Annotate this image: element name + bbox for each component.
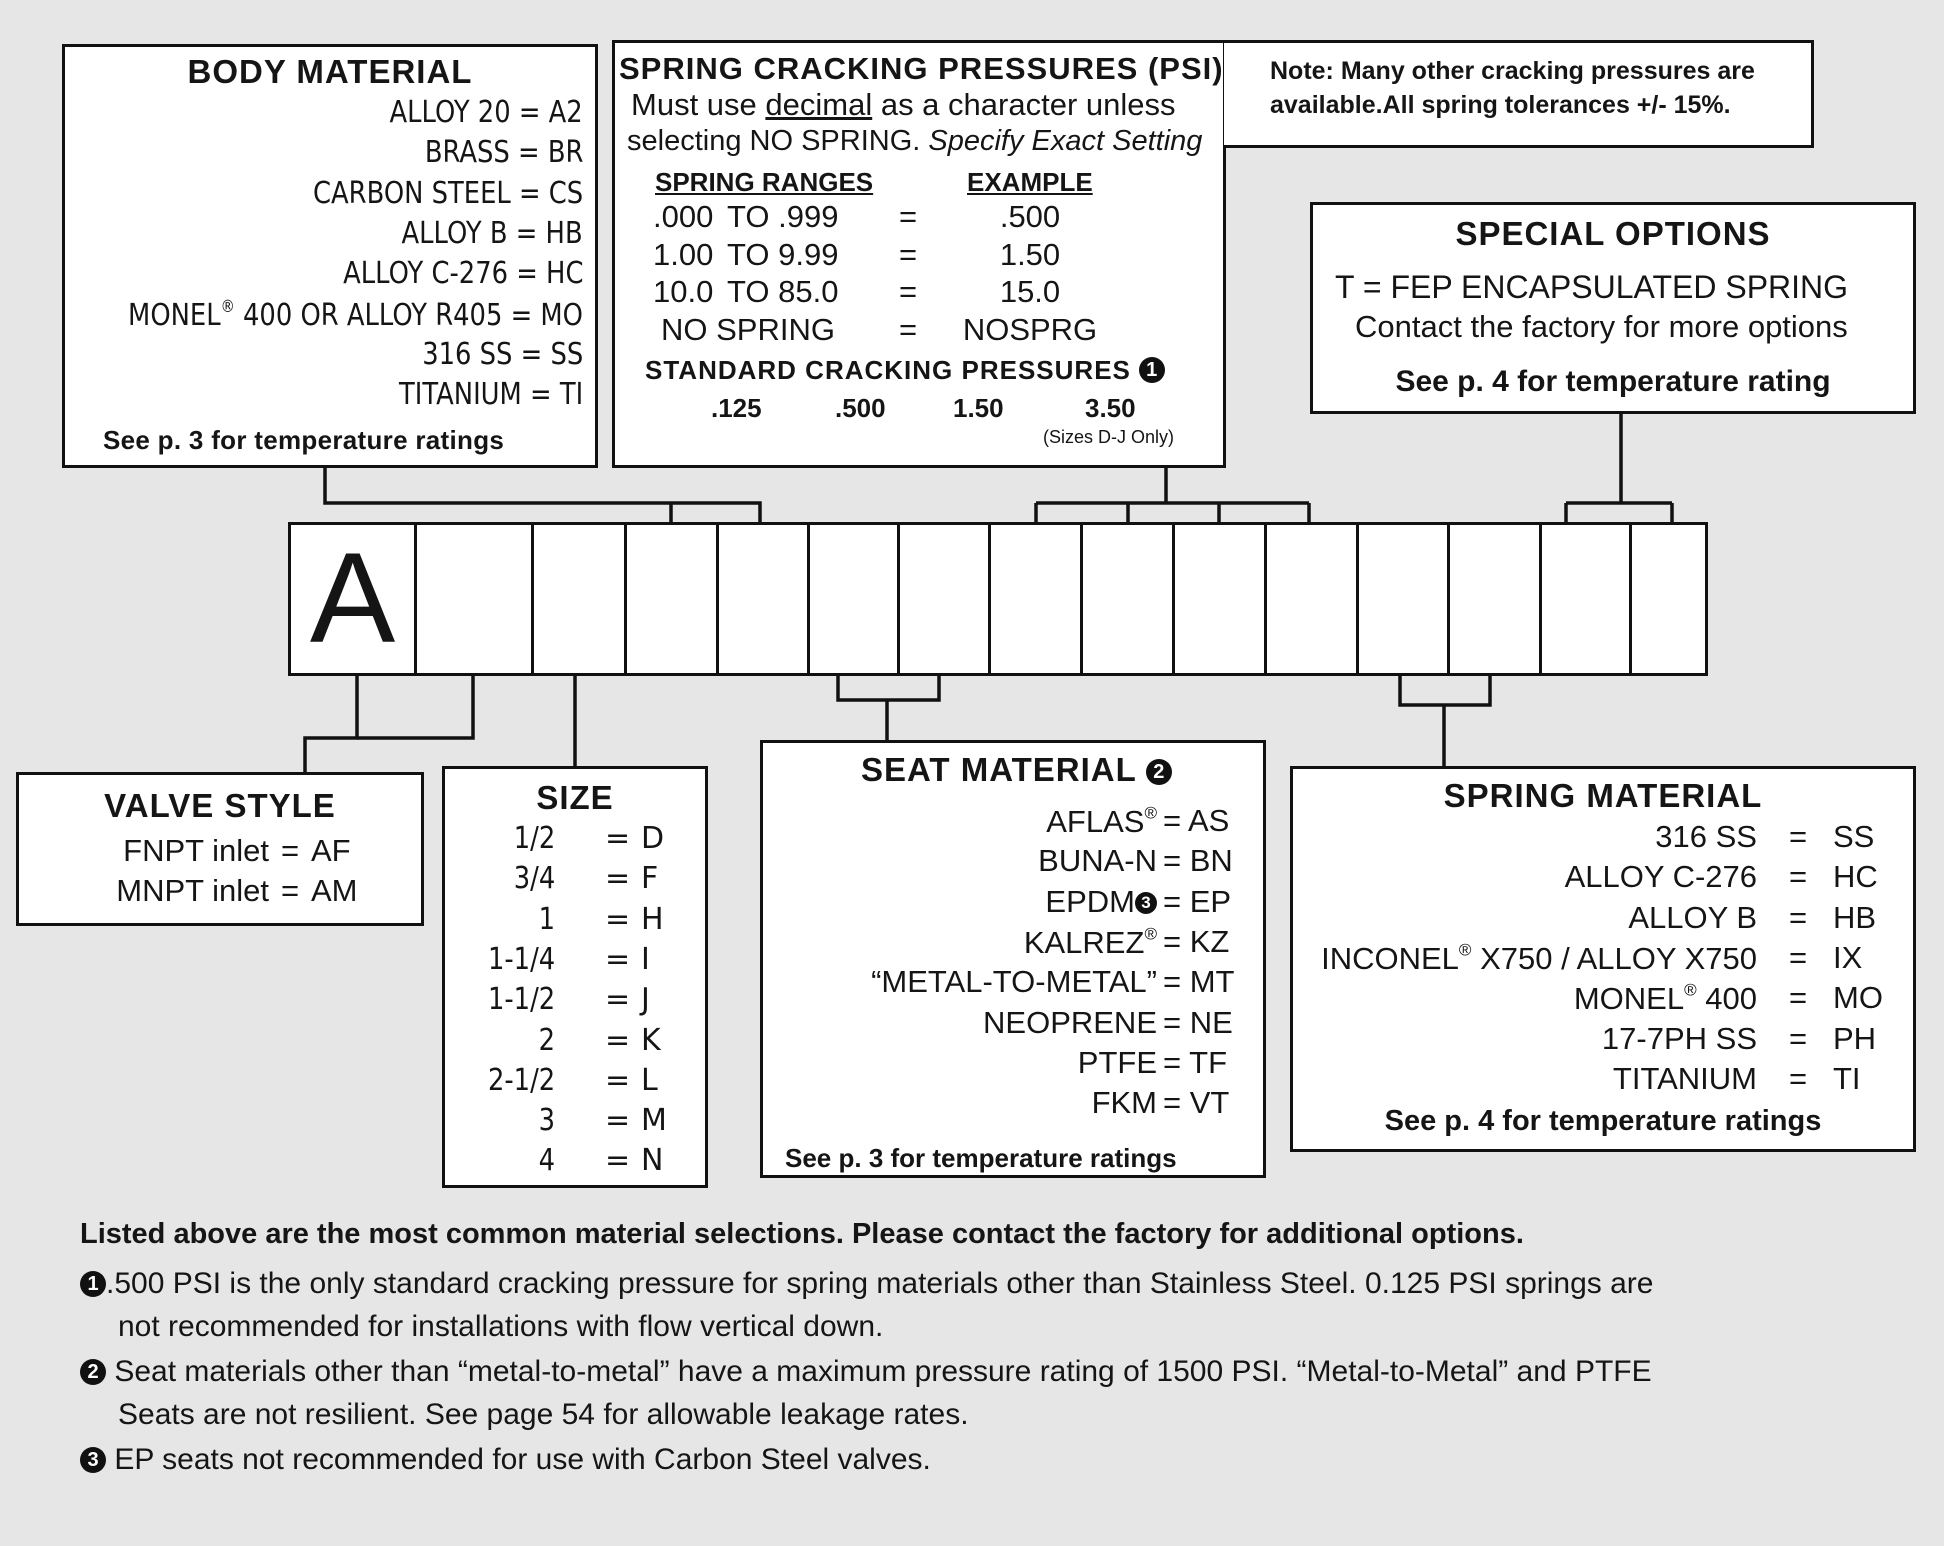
code-cell-divider [988, 525, 991, 673]
body-material-code: BR [547, 135, 583, 171]
size-title: SIZE [536, 779, 614, 816]
spring-material-name: 17-7PH SS [1601, 1020, 1757, 1056]
spring-material-item [1655, 819, 1757, 855]
spring-material-code: HC [1833, 859, 1878, 895]
seat-material-item [1045, 884, 1157, 920]
spring-material-code: MO [1833, 980, 1883, 1016]
code-cell-divider [1629, 525, 1632, 673]
special-options-line2: Contact the factory for more options [1355, 309, 1848, 344]
seat-material-code: = AS [1163, 803, 1230, 838]
standard-cracking-value: 3.50 [1085, 393, 1136, 423]
seat-material-item [1046, 803, 1157, 840]
model-code-strip [288, 522, 1708, 676]
registered-mark: ® [220, 296, 235, 316]
equals-sign: = [502, 297, 541, 333]
seat-material-code: = MT [1163, 964, 1235, 1000]
seat-material-name: EPDM 3 [1045, 884, 1157, 919]
size-equals: = [605, 821, 631, 856]
size-name: 3 [538, 1103, 555, 1139]
footer-note-text: EP seats not recommended for use with Carbon Steel valves. [106, 1443, 931, 1476]
body-material-name: 316 SS [422, 336, 513, 372]
size-code: H [641, 901, 664, 937]
spring-material-code: PH [1833, 1020, 1877, 1056]
body-material-code: HB [545, 215, 583, 251]
size-name: 2 [538, 1022, 555, 1058]
spring-material-name: 316 SS [1655, 819, 1757, 854]
spring-material-equals: = [1789, 939, 1808, 975]
spring-material-name: INCONEL® X750 / ALLOY X750 [1321, 939, 1757, 976]
footer-note-2-continued: Seats are not resilient. See page 54 for allowable leakage rates. [118, 1398, 969, 1431]
special-options-line1: T = FEP ENCAPSULATED SPRING [1335, 269, 1849, 305]
equals-sign: = [507, 256, 546, 292]
code-cell-a: A [309, 527, 396, 670]
code-cell-divider [1539, 525, 1542, 673]
spring-material-item [1565, 859, 1757, 895]
size-name: 1/2 [513, 821, 555, 856]
standard-cracking-note: (Sizes D-J Only) [1043, 427, 1175, 447]
spring-material-equals: = [1789, 859, 1808, 895]
spring-material-name: ALLOY C-276 [1564, 859, 1757, 895]
size-code: K [641, 1022, 661, 1058]
body-material-item [343, 256, 583, 291]
body-material-code: SS [550, 336, 583, 372]
spring-material-code: IX [1833, 939, 1863, 975]
footer-note-3 [80, 1438, 931, 1482]
registered-mark: ® [1684, 980, 1697, 1000]
spring-material-code: TI [1833, 1060, 1861, 1096]
size-code: M [641, 1103, 667, 1139]
registered-mark: ® [1144, 923, 1157, 943]
body-material-code: MO [540, 297, 583, 333]
note-line1: Note: Many other cracking pressures are [1270, 57, 1755, 85]
registered-mark: ® [1458, 939, 1472, 959]
seat-material-item [1078, 1045, 1157, 1081]
body-material-code: CS [548, 175, 583, 211]
seat-material-item [1024, 924, 1157, 961]
footnote-1-icon: 1 [1139, 357, 1165, 383]
range-equals: = [899, 236, 918, 272]
seat-material-name: BUNA-N [1038, 843, 1157, 879]
spring-material-equals: = [1789, 819, 1808, 854]
seat-material-box [760, 740, 1266, 1178]
body-material-code: HC [545, 256, 583, 292]
example-header: EXAMPLE [967, 167, 1093, 197]
seat-material-title: SEAT MATERIAL 2 [861, 751, 1172, 789]
code-cell-divider [1447, 525, 1450, 673]
spring-ranges-header: SPRING RANGES [655, 167, 874, 197]
equals-sign: = [510, 95, 549, 130]
size-code: L [641, 1062, 658, 1098]
code-cell-divider [531, 525, 534, 673]
valve-style-code: AM [311, 873, 358, 908]
footnote-2-icon: 2 [1146, 759, 1172, 785]
range-equals: = [899, 311, 918, 347]
equals-sign: = [507, 215, 546, 251]
size-code: N [641, 1143, 664, 1179]
size-equals: = [605, 901, 631, 937]
range-equals: = [899, 199, 918, 234]
code-cell-divider [897, 525, 900, 673]
body-material-item [128, 297, 583, 333]
size-equals: = [605, 1022, 631, 1058]
code-cell-divider [716, 525, 719, 673]
footer-note-1 [80, 1262, 1653, 1306]
size-name: 1 [538, 901, 555, 937]
body-material-item [313, 176, 583, 211]
valve-style-name: FNPT inlet [123, 833, 269, 868]
spring-material-item [1628, 900, 1757, 936]
size-name: 2-1/2 [487, 1062, 555, 1098]
range-example: .500 [999, 199, 1061, 234]
seat-material-name: PTFE [1077, 1044, 1157, 1080]
valve-style-title: VALVE STYLE [104, 787, 336, 824]
spring-material-item [1602, 1021, 1757, 1057]
seat-material-name: NEOPRENE [983, 1004, 1157, 1040]
range-to: TO 85.0 [727, 274, 839, 309]
code-cell-divider [1356, 525, 1359, 673]
spring-material-title: SPRING MATERIAL [1443, 777, 1763, 814]
spring-material-box [1290, 766, 1916, 1152]
body-material-item [422, 337, 583, 372]
seat-material-code: = TF [1163, 1044, 1228, 1080]
range-to: TO .999 [727, 199, 839, 234]
seat-material-code: = BN [1163, 843, 1233, 879]
spring-material-code: HB [1833, 899, 1877, 935]
code-cell-divider [807, 525, 810, 673]
seat-material-name: KALREZ® [1023, 923, 1157, 960]
body-material-item [402, 216, 583, 251]
valve-style-box [16, 772, 424, 926]
spring-material-code: SS [1833, 819, 1875, 854]
footnote-2-icon: 2 [80, 1359, 106, 1385]
body-material-name: ALLOY C-276 [342, 256, 508, 292]
spring-material-name: MONEL® 400 [1573, 980, 1757, 1016]
footnote-3-icon: 3 [80, 1447, 106, 1473]
equals-sign: = [512, 336, 551, 372]
footer-note-2 [80, 1350, 1652, 1394]
spring-material-item [1613, 1061, 1757, 1097]
spring-material-equals: = [1789, 1020, 1808, 1056]
range-example: NOSPRG [962, 311, 1098, 347]
body-material-note: See p. 3 for temperature ratings [103, 425, 505, 455]
special-options-box [1310, 202, 1916, 414]
seat-material-note: See p. 3 for temperature ratings [785, 1143, 1177, 1173]
seat-material-item [1038, 843, 1157, 879]
spring-material-equals: = [1789, 899, 1808, 935]
spring-cracking-line1: Must use decimal as a character unless [631, 87, 1176, 122]
spring-material-item [1574, 980, 1757, 1017]
valve-style-equals: = [281, 873, 300, 908]
valve-style-equals: = [281, 833, 300, 868]
spring-material-name: TITANIUM [1612, 1060, 1757, 1096]
seat-material-code: = KZ [1163, 923, 1230, 959]
standard-cracking-value: .500 [835, 393, 886, 423]
range-example: 15.0 [999, 274, 1061, 309]
footnote-1-icon: 1 [80, 1271, 106, 1297]
range-to: TO 9.99 [727, 236, 839, 272]
code-cell-divider [414, 525, 417, 673]
valve-style-code: AF [311, 833, 351, 868]
spring-material-name: ALLOY B [1628, 899, 1757, 935]
body-material-item [424, 135, 583, 170]
code-cell-divider [624, 525, 627, 673]
seat-material-code: = EP [1163, 883, 1232, 919]
size-name: 3/4 [513, 861, 555, 897]
special-options-note: See p. 4 for temperature rating [1395, 365, 1831, 398]
spring-cracking-title: SPRING CRACKING PRESSURES (PSI) [619, 51, 1224, 86]
special-options-title: SPECIAL OPTIONS [1455, 215, 1771, 252]
footer-heading: Listed above are the most common material selections. Please contact the factory for additional options. [80, 1218, 1524, 1250]
standard-cracking-title: STANDARD CRACKING PRESSURES 1 [645, 355, 1165, 386]
equals-sign: = [521, 377, 560, 413]
size-name: 1-1/2 [487, 982, 555, 1018]
range-equals: = [899, 274, 918, 309]
registered-mark: ® [1144, 803, 1157, 822]
size-equals: = [605, 941, 631, 977]
spring-material-note: See p. 4 for temperature ratings [1384, 1105, 1822, 1137]
spring-material-item [1321, 940, 1757, 977]
range-from: NO SPRING [661, 311, 835, 347]
valve-style-connector [305, 676, 357, 773]
body-material-box [62, 44, 598, 468]
body-material-title: BODY MATERIAL [187, 53, 473, 90]
footer-note-text: Seat materials other than “metal-to-metal” have a maximum pressure rating of 1500 PSI. “Metal-to-Metal” and PTFE [106, 1355, 1652, 1388]
spring-material-equals: = [1789, 980, 1808, 1016]
size-code: D [641, 821, 665, 856]
spring-cracking-box [612, 40, 1226, 468]
note-line2: available.All spring tolerances +/- 15%. [1270, 91, 1731, 119]
size-equals: = [605, 1143, 631, 1179]
equals-sign: = [510, 175, 549, 211]
size-equals: = [605, 1062, 631, 1098]
body-material-name: ALLOY B [401, 215, 508, 251]
seat-material-name: AFLAS® [1046, 803, 1157, 839]
spring-cracking-line2: selecting NO SPRING. Specify Exact Setting [627, 125, 1203, 157]
footer-note-1-continued: not recommended for installations with flow vertical down. [118, 1310, 884, 1343]
equals-sign: = [509, 135, 548, 171]
seat-material-item [871, 964, 1157, 1000]
body-material-name: ALLOY 20 [389, 95, 511, 130]
size-code: F [641, 861, 659, 897]
spring-material-equals: = [1789, 1060, 1808, 1096]
code-cell-divider [1264, 525, 1267, 673]
standard-cracking-value: 1.50 [953, 393, 1004, 423]
body-material-name: CARBON STEEL [312, 175, 511, 211]
size-equals: = [605, 982, 631, 1018]
seat-material-code: = VT [1163, 1085, 1230, 1121]
valve-style-name: MNPT inlet [116, 873, 269, 908]
range-example: 1.50 [999, 236, 1061, 272]
seat-material-name: FKM [1091, 1085, 1157, 1121]
size-name: 1-1/4 [487, 941, 555, 977]
body-material-item [390, 95, 583, 130]
code-cell-divider [1172, 525, 1175, 673]
range-from: 10.0 [653, 274, 714, 309]
body-material-name: TITANIUM [398, 377, 522, 413]
seat-material-name: “METAL-TO-METAL” [871, 964, 1157, 1000]
size-code: I [641, 941, 650, 977]
body-material-code: TI [559, 377, 583, 413]
standard-cracking-value: .125 [711, 393, 762, 423]
body-material-item [399, 377, 583, 412]
body-material-name: BRASS [424, 135, 510, 171]
size-code: J [641, 982, 650, 1018]
body-material-code: A2 [548, 95, 583, 130]
seat-material-item [1092, 1085, 1157, 1121]
range-from: .000 [653, 199, 714, 234]
note-box [1224, 40, 1814, 148]
seat-material-item [983, 1005, 1157, 1041]
size-equals: = [605, 1103, 631, 1139]
footer-note-text: .500 PSI is the only standard cracking pressure for spring materials other than Stainless Steel. 0.125 PSI springs are [106, 1267, 1654, 1300]
footnote-3-icon: 3 [1135, 892, 1157, 914]
code-cell-divider [1080, 525, 1083, 673]
body-material-name: MONEL® 400 OR ALLOY R405 [128, 296, 503, 333]
size-box [442, 766, 708, 1188]
size-name: 4 [538, 1143, 555, 1179]
seat-material-code: = NE [1163, 1004, 1233, 1040]
range-from: 1.00 [653, 236, 714, 272]
size-equals: = [605, 861, 631, 897]
